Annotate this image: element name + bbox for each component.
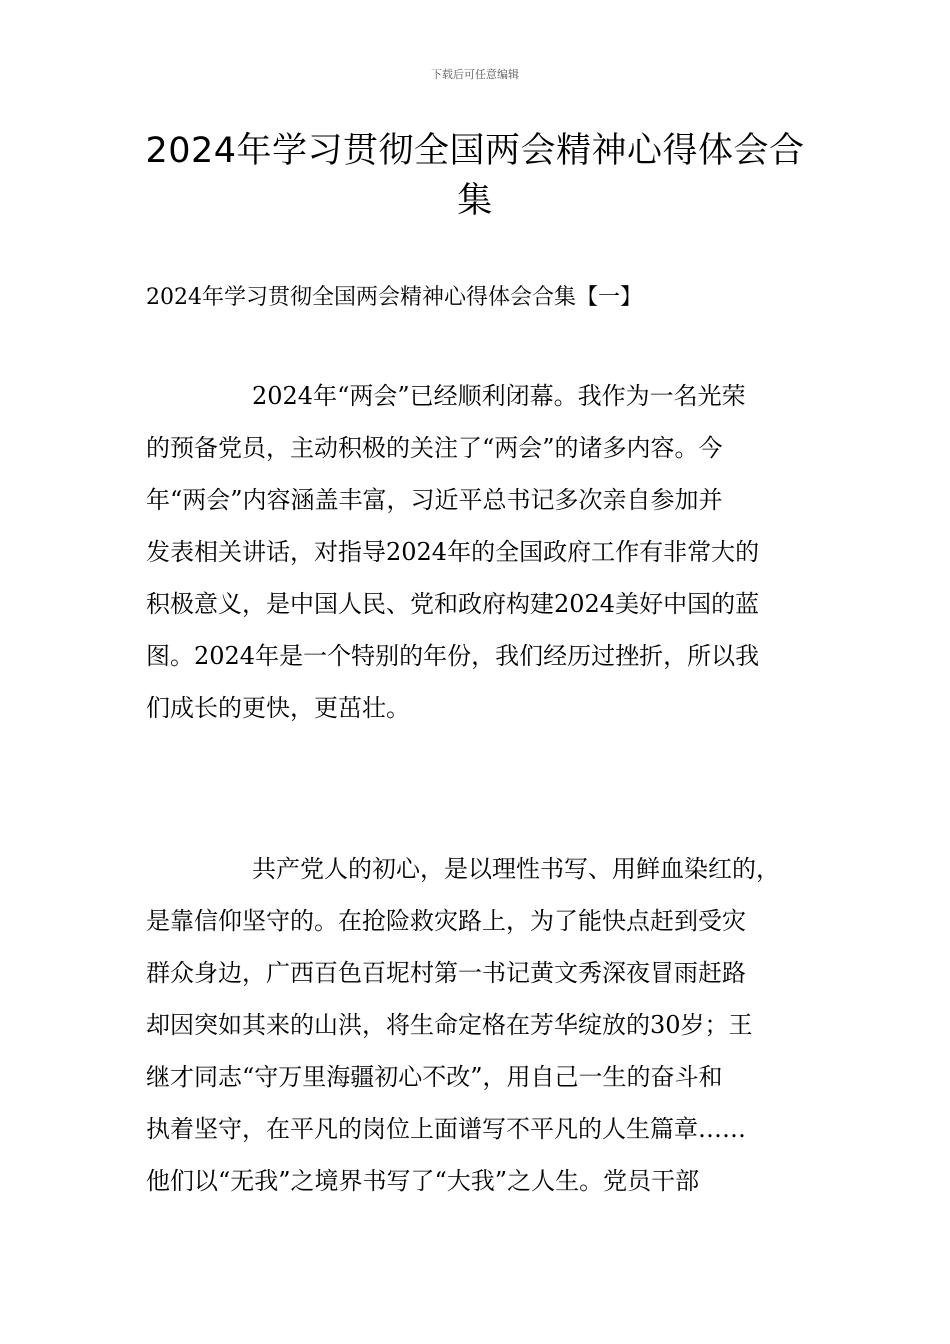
paragraph-line: 他们以“无我”之境界书写了“大我”之人生。党员干部 — [146, 1167, 700, 1195]
paragraph-line: 的预备党员，主动积极的关注了“两会”的诸多内容。今 — [146, 434, 723, 462]
paragraph-line: 继才同志“守万里海疆初心不改”，用自己一生的奋斗和 — [146, 1063, 723, 1091]
paragraph-line: 却因突如其来的山洪，将生命定格在芳华绽放的30岁；王 — [146, 1011, 753, 1039]
document-title — [140, 126, 810, 226]
document-title-line-2: 集 — [457, 181, 493, 221]
paragraph-line: 图。2024年是一个特别的年份，我们经历过挫折，所以我 — [146, 642, 760, 670]
paragraph-line: 年“两会”内容涵盖丰富，习近平总书记多次亲自参加并 — [146, 486, 723, 514]
paragraph-line: 发表相关讲话，对指导2024年的全国政府工作有非常大的 — [146, 538, 760, 566]
header-note: 下载后可任意编辑 — [431, 68, 519, 81]
section-heading: 2024年学习贯彻全国两会精神心得体会合集【一】 — [146, 285, 642, 310]
paragraph-2 — [146, 854, 826, 1218]
paragraph-line: 2024年“两会”已经顺利闭幕。我作为一名光荣 — [252, 382, 746, 410]
paragraph-line: 们成长的更快，更茁壮。 — [146, 694, 410, 722]
paragraph-line: 执着坚守，在平凡的岗位上面谱写不平凡的人生篇章…… — [146, 1115, 746, 1143]
paragraph-line: 共产党人的初心，是以理性书写、用鲜血染红的， — [252, 855, 780, 883]
paragraph-line: 是靠信仰坚守的。在抢险救灾路上，为了能快点赶到受灾 — [146, 907, 746, 935]
document-title-line-1: 2024年学习贯彻全国两会精神心得体会合 — [145, 131, 805, 171]
paragraph-line: 积极意义，是中国人民、党和政府构建2024美好中国的蓝 — [146, 590, 760, 618]
paragraph-1 — [146, 381, 826, 745]
paragraph-line: 群众身边，广西百色百坭村第一书记黄文秀深夜冒雨赶路 — [146, 959, 746, 987]
